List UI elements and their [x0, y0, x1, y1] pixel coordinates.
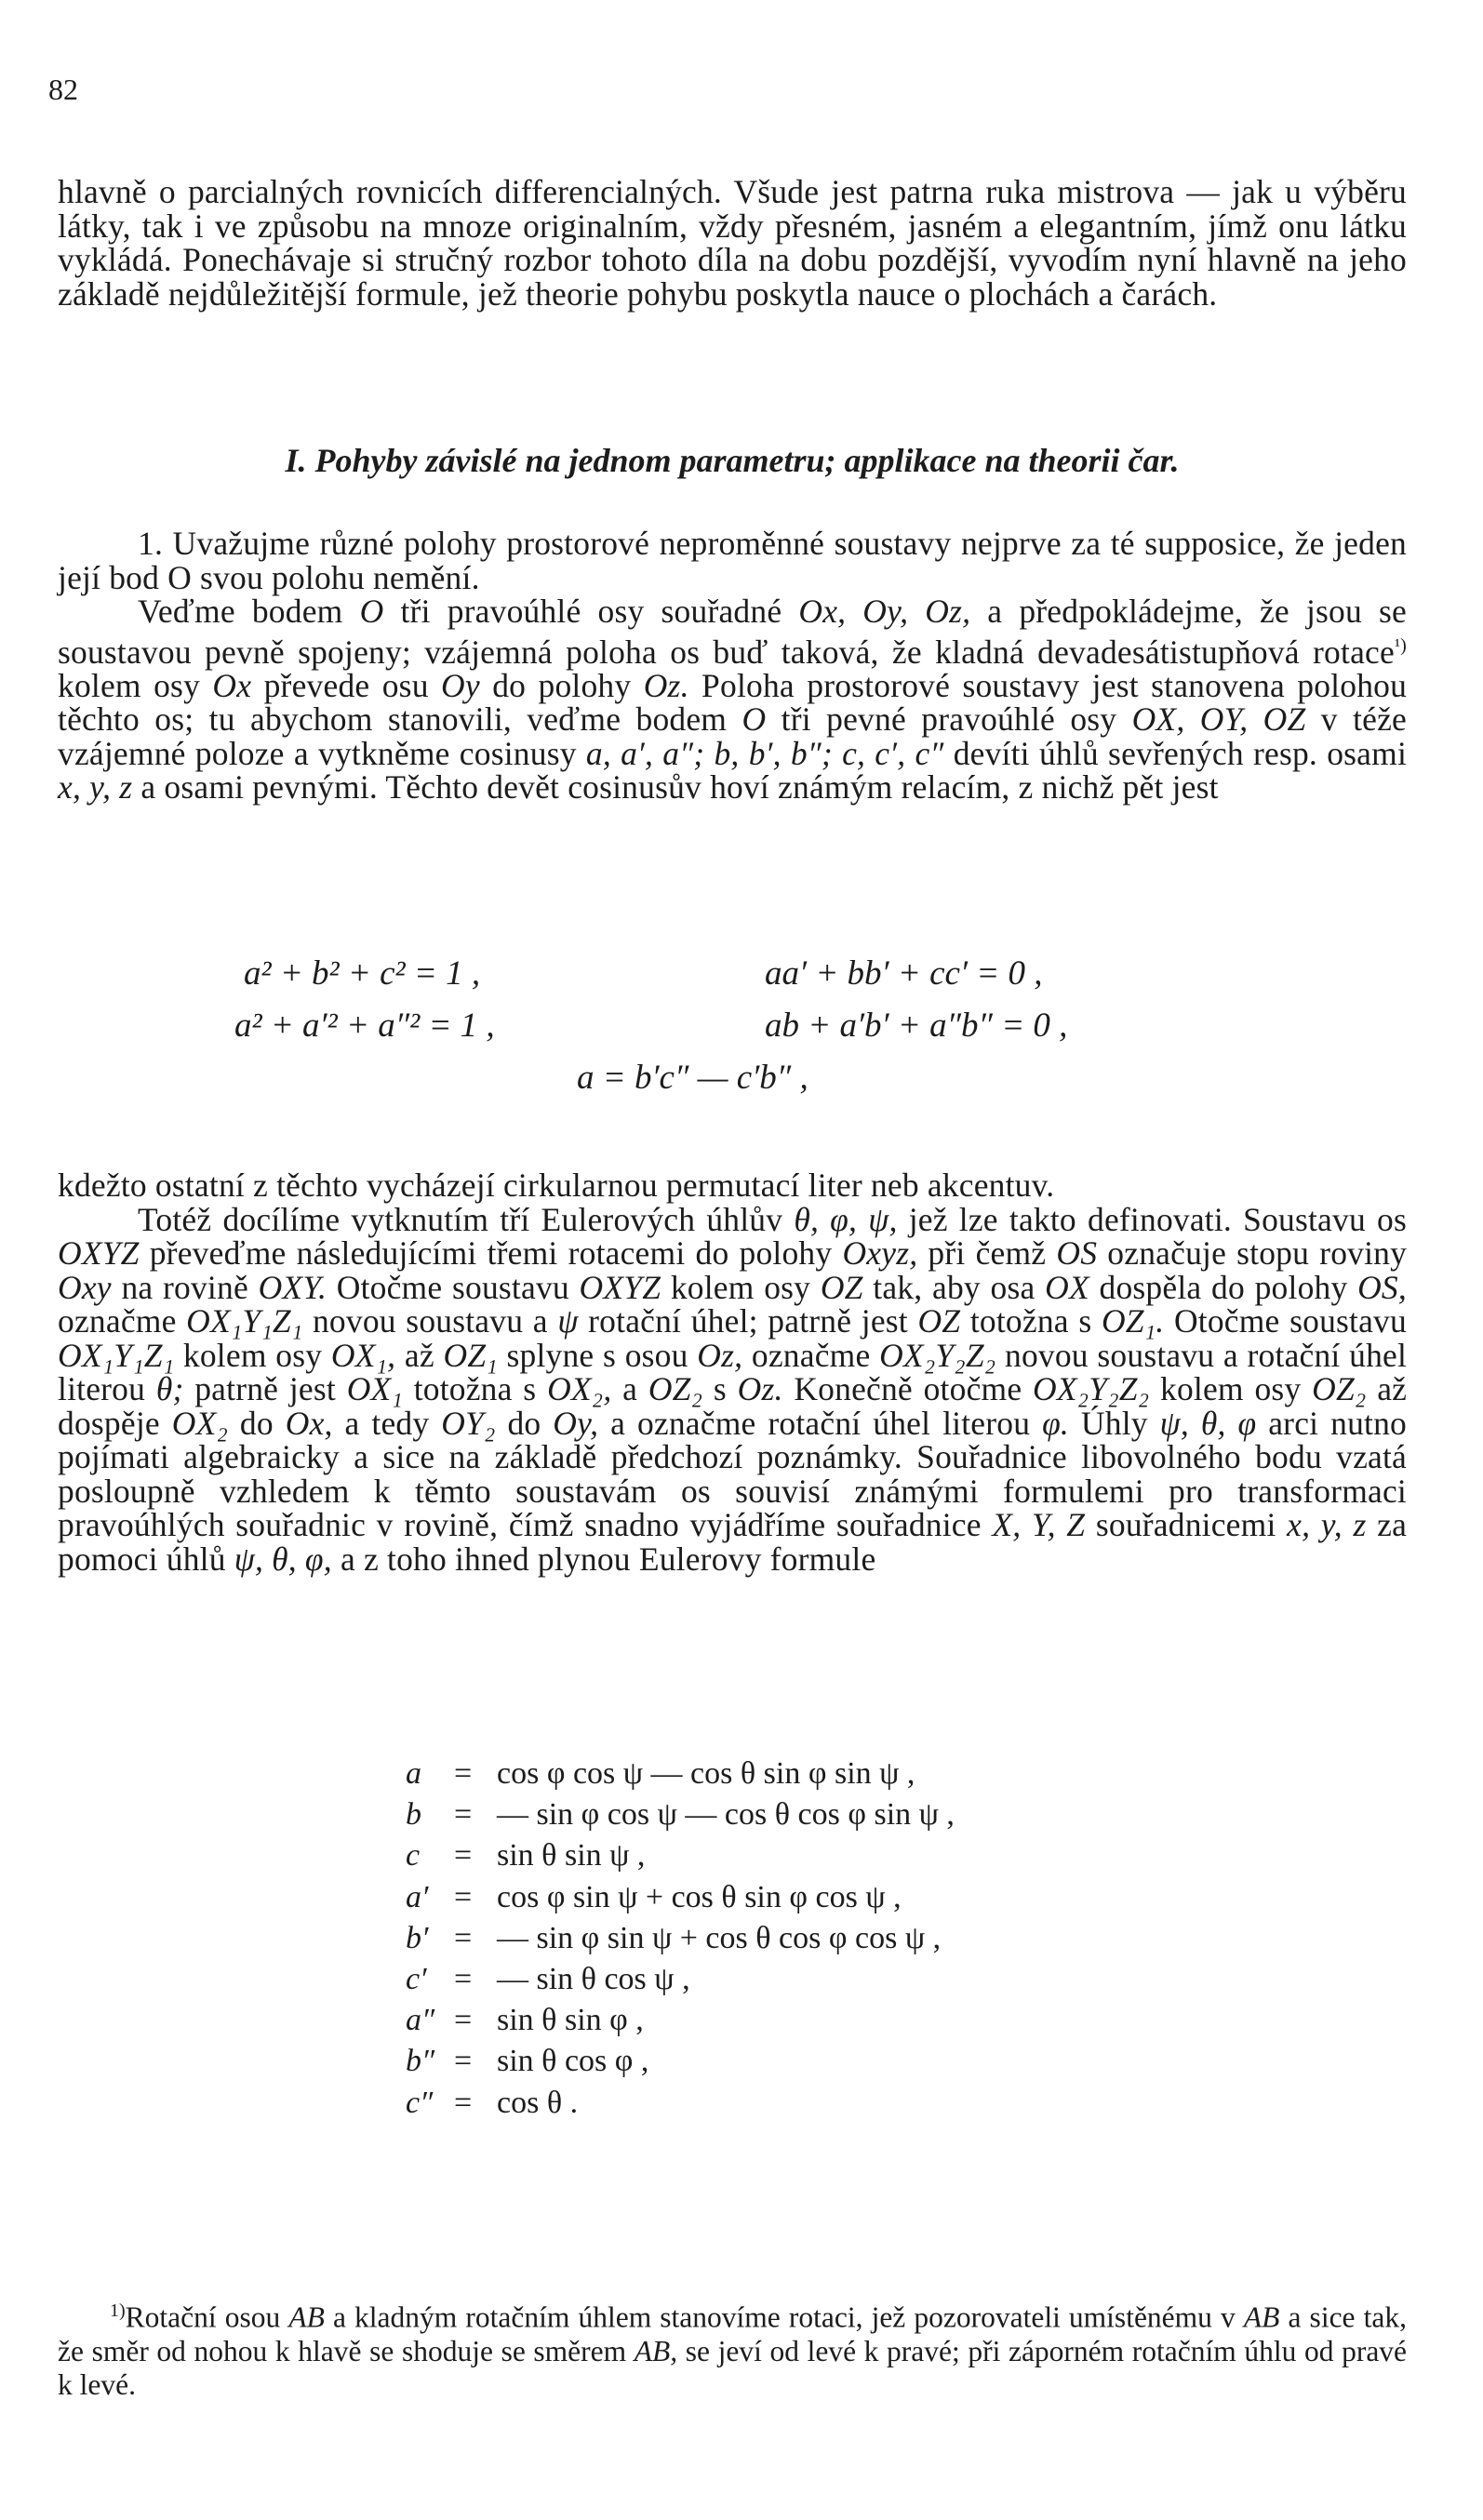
paragraph-2: Veďme bodem O tři pravoúhlé osy souřadné Ox, Oy, Oz, a předpokládejme, že jsou se soustavou pevně spojeny; vzájemná poloha os buď taková, že kladná devadesátistupňová rotace$^{^1)}$ kolem osy Ox převede osu Oy do polohy Oz. Poloha prostorové soustavy jest stanovena polohou těchto os; tu abychom stanovili, veďme bodem O tři pevné pravoúhlé osy OX, OY, OZ v téže vzájemné poloze a vytkněme cosinusy a, a′, a″; b, b′, b″; c, c′, c″ devíti úhlů sevřených resp. osami x, y, z a osami pevnými. Těchto devět cosinusův hoví známým relacím, z nichž pět jest — [58, 593, 1408, 807]
paragraph-4: Totéž docílíme vytknutím tří Eulerových úhlův θ, φ, ψ, jež lze takto definovati. Soustavu os OXYZ převeďme následujícími třemi rotacemi do polohy Oxyz, při čemž OS označuje stopu roviny Oxy na rovině OXY. Otočme soustavu OXYZ kolem osy OZ tak, aby osa OX dospěla do polohy OS, označme OX₁Y₁Z₁ novou soustavu a ψ rotační úhel; patrně jest OZ totožna s OZ₁. Otočme soustavu OX₁Y₁Z₁ kolem osy OX₁, až OZ₁ splyne s osou Oz, označme OX₂Y₂Z₂ novou soustavu a rotační úhel literou θ; patrně jest OX₁ totožna s OX₂, a OZ₂ s Oz. Konečně otočme OX₂Y₂Z₂ kolem osy OZ₂ až dospěje OX₂ do Ox, a tedy OY₂ do Oy, a označme rotační úhel literou φ. Úhly ψ, θ, φ arci nutno pojímati algebraicky a sice na základě předchozí poznámky. Souřadnice libovolného bodu vzatá posloupně vzhledem k těmto soustavám os souvisí známými formulemi pro transformaci pravoúhlých souřadnic v rovině, čímž snadno vyjádříme souřadnice X, Y, Z souřadnicemi x, y, z za pomoci úhlů ψ, θ, φ, a z toho ihned plynou Eulerovy formule — [58, 1200, 1408, 1578]
relation-equation: aa′ + bb′ + cc′ = 0 , — [765, 954, 1043, 993]
page-number: 82 — [48, 73, 78, 106]
formula-row: c = sin θ sin ψ , — [406, 1838, 646, 1873]
relation-row — [0, 1058, 1483, 1100]
footnote-mark: 1) — [110, 2300, 126, 2321]
relation-equation: a² + b² + c² = 1 , — [244, 954, 481, 993]
formula-row: b = — sin φ cos ψ — cos θ cos φ sin ψ , — [406, 1797, 955, 1833]
euler-angles-text — [58, 1168, 1407, 1576]
formula-row: b″ = sin θ cos φ , — [406, 2044, 649, 2079]
formula-row: b′ = — sin φ sin ψ + cos θ cos φ cos ψ , — [406, 1920, 942, 1955]
relation-row — [0, 953, 1483, 996]
relation-equation: a = b′c″ — c′b″ , — [577, 1059, 808, 1097]
relation-equation: ab + a′b′ + a″b″ = 0 , — [765, 1007, 1068, 1045]
formula-row: a = cos φ cos ψ — cos θ sin φ sin ψ , — [406, 1756, 915, 1791]
formula-row: a′ = cos φ sin ψ + cos θ sin φ cos ψ , — [406, 1879, 902, 1914]
paragraph-3: kdežto ostatní z těchto vycházejí cirkularnou permutací liter neb akcentuv. — [58, 1167, 1055, 1204]
formula-row: a″ = sin θ sin φ , — [406, 2003, 644, 2038]
formula-row: c′ = — sin θ cos ψ , — [406, 1961, 690, 1996]
intro-paragraph: hlavně o parcialných rovnicích differencialných. Všude jest patrna ruka mistrova — jak u výběru látky, tak i ve způsobu na mnoze originalním, vždy přesném, jasném a elegantním, jímž onu látku vykládá. Ponechávaje si stručný rozbor tohoto díla na dobu pozdější, vyvodím nyní hlavně na jeho základě nejdůležitější formule, jež theorie pohybu poskytla nauce o plochách a čarách. — [58, 173, 1407, 313]
footnote-reference: ¹) — [1394, 634, 1407, 656]
footnote: $^{1)}$Rotační osou AB a kladným rotačním úhlem stanovíme rotaci, jež pozorovateli umístěnému v AB a sice tak, že směr od nohou k hlavě se shoduje se směrem AB, se jeví od levé k pravé; při záporném rotačním úhlu od pravé k levé. — [58, 2300, 1408, 2401]
relation-row — [0, 1006, 1483, 1048]
section-heading: I. Pohyby závislé na jednom parametru; applikace na theorii čar. — [285, 442, 1180, 479]
relation-equation: a² + a′² + a″² = 1 , — [234, 1007, 495, 1045]
paragraph-1: 1. Uvažujme různé polohy prostorové neproměnné soustavy nejprve za té supposice, že jeden její bod O svou polohu nemění. — [58, 525, 1407, 596]
euler-formulas — [406, 1753, 955, 2124]
formula-row: c″ = cos θ . — [406, 2085, 579, 2120]
section-1-text — [58, 527, 1407, 805]
